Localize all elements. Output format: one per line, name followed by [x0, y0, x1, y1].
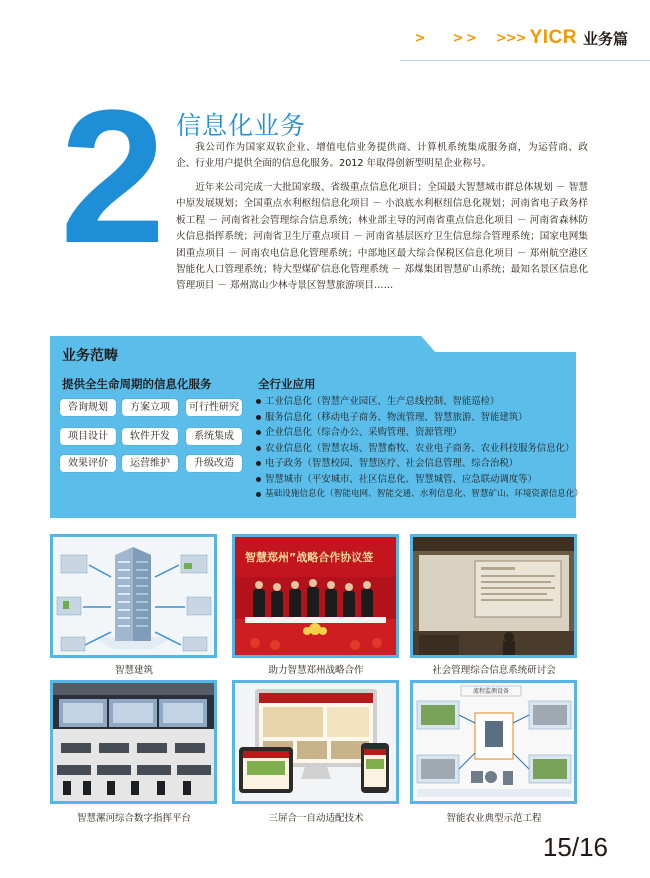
service-tag: 效果评价 — [60, 455, 116, 472]
photo-caption: 智慧漯河综合数字指挥平台 — [76, 813, 191, 824]
industry-title: 全行业应用 — [258, 377, 316, 391]
diagram-title: 流程监测设备 — [473, 688, 510, 695]
seminar-illustration — [413, 537, 574, 655]
service-tag: 方案立项 — [122, 399, 178, 416]
industry-item: 智慧城市（平安城市、社区信息化、智慧城管、应急联动调度等） — [256, 472, 574, 488]
section-title: 业务篇 — [582, 29, 628, 48]
building-illustration — [53, 537, 214, 655]
scope-title: 业务范畴 — [62, 348, 118, 364]
service-tag: 项目设计 — [60, 428, 116, 445]
page-header — [415, 26, 628, 50]
chapter-title: 信息化业务 — [176, 111, 307, 140]
service-tag: 系统集成 — [186, 428, 242, 445]
multi-screen-photo — [232, 680, 399, 804]
seminar-photo — [410, 534, 577, 658]
ceremony-illustration — [235, 537, 396, 655]
industry-item: 工业信息化（智慧产业园区、生产总线控制、智能巡检） — [256, 394, 574, 410]
chevron-icon: > — [414, 30, 425, 46]
banner-text: 智慧郑州”战略合作协议签 — [245, 551, 374, 564]
command-center-illustration — [53, 683, 214, 801]
service-tag: 咨询规划 — [60, 399, 116, 416]
industry-item: 农业信息化（智慧农场、智慧畜牧、农业电子商务、农业科技服务信息化） — [256, 441, 574, 457]
projects-paragraph: 近年来公司完成一大批国家级、省级重点信息化项目；全国最大智慧城市群总体规划 － 智慧中原发展规划；全国重点水利枢纽信息化项目 － 小浪底水利枢纽信息化规划；河南省电子政务样板工程 － 河南省社会管理综合信息系统；林业部主导的河南省重点信息化项目 － 河南省森林防火信息指挥系统；河南省卫生厅重点项目 － 河南省基层医疗卫生信息综合管理系统；国家电网集团重点项目 － 河南农电信息化管理系统；中部地区最大综合保税区信息化项目 － 郑州航空港区智能化人口管理系统；特大型煤矿信息化管理系统 － 郑煤集团智慧矿山系统；最知名景区信息化管理项目 － 郑州嵩山少林寺景区智慧旅游项目…… — [176, 182, 588, 292]
industry-item: 电子政务（智慧校园、智慧医疗、社会信息管理、综合治税） — [256, 456, 574, 472]
service-tag: 软件开发 — [122, 428, 178, 445]
photo-caption: 智慧建筑 — [114, 665, 153, 676]
chevron-icon: >>> — [495, 30, 526, 46]
chapter-number: 2 — [60, 71, 162, 283]
photo-caption: 智能农业典型示范工程 — [446, 813, 542, 824]
agriculture-diagram — [413, 683, 574, 801]
chevron-icon: > > — [452, 30, 476, 46]
smart-building-photo — [50, 534, 217, 658]
brand-logo: YICR — [529, 27, 577, 48]
signing-ceremony-photo — [232, 534, 399, 658]
photo-caption: 助力智慧郑州战略合作 — [268, 665, 364, 676]
photo-caption: 三屏合一自动适配技术 — [268, 813, 364, 824]
command-center-photo — [50, 680, 217, 804]
industry-item: 服务信息化（移动电子商务、物流管理、智慧旅游、智能建筑） — [256, 410, 574, 426]
service-tag: 可行性研究 — [186, 399, 242, 416]
industry-item: 企业信息化（综合办公、采购管理、资源管理） — [256, 425, 574, 441]
service-tag: 升级改造 — [186, 455, 242, 472]
page-number: 15/16 — [542, 832, 608, 862]
industry-list — [256, 394, 583, 500]
lifecycle-title: 提供全生命周期的信息化服务 — [62, 377, 212, 391]
service-tag: 运营维护 — [122, 455, 178, 472]
agriculture-diagram-photo — [410, 680, 577, 804]
devices-illustration — [235, 683, 396, 801]
header-divider — [400, 60, 650, 61]
intro-paragraph: 我公司作为国家双软企业、增值电信业务提供商、计算机系统集成服务商，为运营商、政企、行业用户提供全面的信息化服务。2012 年取得创新型明星企业称号。 — [176, 142, 588, 170]
photo-caption: 社会管理综合信息系统研讨会 — [432, 665, 556, 676]
industry-item: 基础设施信息化（智能电网、智能交通、水利信息化、智慧矿山、环境资源信息化） — [256, 488, 574, 500]
